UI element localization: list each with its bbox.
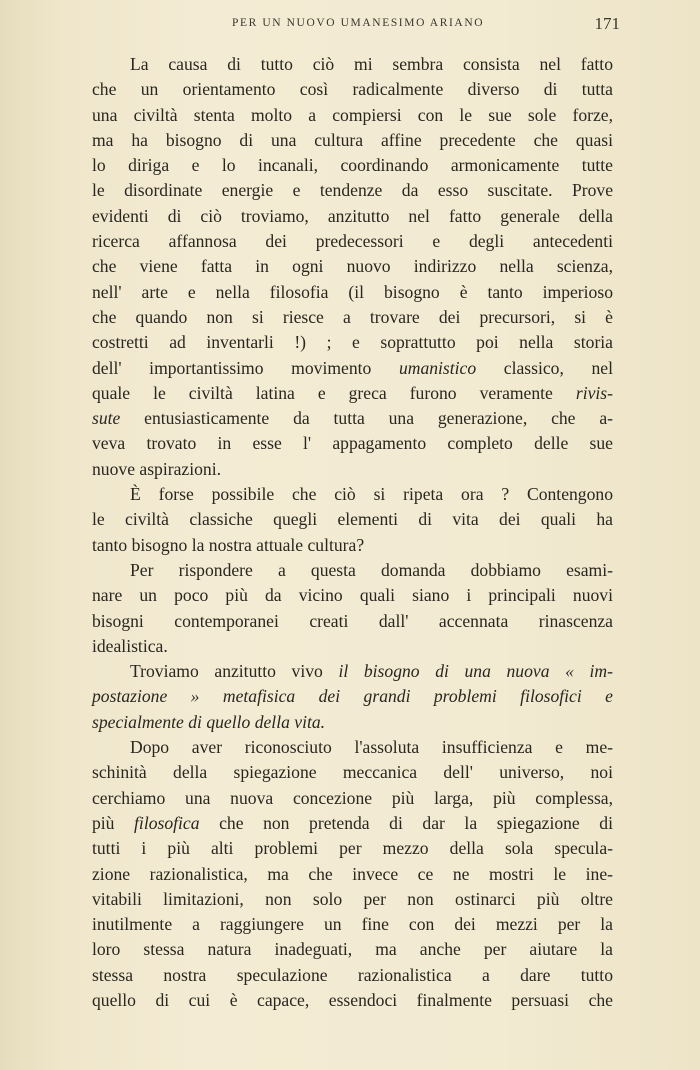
text-segment: quello di cui è capace, essendoci finalmente persuasi che [92,989,613,1010]
text-line [92,912,613,937]
text-line [92,836,613,861]
text-line [92,204,613,229]
text-line [92,786,613,811]
text-segment: evidenti di ciò troviamo, anzitutto nel fatto generale della [92,205,613,226]
body-text [92,52,613,1013]
text-segment: Troviamo anzitutto vivo [130,661,339,682]
text-line [92,684,613,709]
text-line [92,760,613,785]
text-line [92,533,613,558]
text-segment: bisogni contemporanei creati dall' accennata rinascenza [92,610,613,631]
text-line [92,381,613,406]
text-line [92,963,613,988]
text-line [92,659,613,684]
text-line [92,229,613,254]
text-line [92,330,613,355]
text-line [92,457,613,482]
text-segment: La causa di tutto ciò mi sembra consista nel fatto [130,54,613,74]
text-segment: le civiltà classiche quegli elementi di vita dei quali ha [92,509,613,530]
text-line [92,406,613,431]
text-line [92,431,613,456]
text-line [92,305,613,330]
text-segment: classico, nel [476,357,613,378]
text-segment: cerchiamo una nuova concezione più larga, più complessa, [92,787,613,808]
text-line [92,634,613,659]
text-line [92,507,613,532]
text-segment: entusiasticamente da tutta una generazione, che a- [120,408,613,429]
page-header [92,14,620,38]
text-line [92,609,613,634]
text-segment: che non pretenda di dar la spiegazione di [199,812,613,833]
text-line [92,735,613,760]
text-line [92,103,613,128]
text-segment: Dopo aver riconosciuto l'assoluta insufficienza e me- [130,737,613,758]
text-segment: nare un poco più da vicino quali siano i principali nuovi [92,585,613,606]
text-line [92,52,613,77]
text-line [92,356,613,381]
text-line [92,937,613,962]
text-segment: zione razionalistica, ma che invece ce ne mostri le ine- [92,863,613,884]
text-segment: nuove aspirazioni. [92,458,221,479]
text-line [92,153,613,178]
text-segment: le disordinate energie e tendenze da esso suscitate. Prove [92,180,613,201]
text-segment: nell' arte e nella filosofia (il bisogno è tanto imperioso [92,281,613,302]
text-line [92,887,613,912]
text-line [92,254,613,279]
text-segment: loro stessa natura inadeguati, ma anche per aiutare la [92,939,613,960]
text-line [92,583,613,608]
italic-text-segment: sute [92,408,121,429]
text-line [92,128,613,153]
italic-text-segment: specialmente di quello della vita. [92,711,326,732]
text-segment: Per rispondere a questa domanda dobbiamo esami- [130,559,613,580]
text-line [92,811,613,836]
text-line [92,178,613,203]
text-segment: idealistica. [92,635,168,656]
running-title: PER UN NUOVO UMANESIMO ARIANO [232,17,485,29]
italic-text-segment: rivis- [575,382,613,403]
text-segment: che un orientamento così radicalmente diverso di tutta [92,79,613,100]
text-segment: vitabili limitazioni, non solo per non ostinarci più oltre [92,888,613,909]
italic-text-segment: il bisogno di una nuova « im- [338,661,613,682]
italic-text-segment: postazione » metafisica dei grandi problemi filosofici e [92,686,613,707]
text-segment: quale le civiltà latina e greca furono veramente [92,382,576,403]
text-line [92,482,613,507]
text-segment: tanto bisogno la nostra attuale cultura? [92,534,365,555]
text-line [92,862,613,887]
text-segment: che quando non si riesce a trovare dei precursori, si è [92,306,613,327]
text-line [92,280,613,305]
text-segment: È forse possibile che ciò si ripeta ora ? Contengono [130,484,613,505]
italic-text-segment: umanistico [398,357,477,378]
text-segment: ma ha bisogno di una cultura affine precedente che quasi [92,129,613,150]
text-segment: veva trovato in esse l' appagamento completo delle sue [92,433,613,454]
text-segment: schinità della spiegazione meccanica dell' universo, noi [92,762,613,783]
text-segment: una civiltà stenta molto a compiersi con le sue sole forze, [92,104,613,125]
text-segment: costretti ad inventarli !) ; e soprattutto poi nella storia [92,332,613,353]
italic-text-segment: filosofica [134,812,200,833]
text-segment: dell' importantissimo movimento [92,357,399,378]
text-segment: stessa nostra speculazione razionalistica a dare tutto [92,964,613,985]
text-segment: tutti i più alti problemi per mezzo della sola specula- [92,838,613,859]
text-segment: più [92,812,135,833]
text-line [92,77,613,102]
text-line [92,710,613,735]
page-number: 171 [594,14,620,33]
text-line [92,558,613,583]
text-segment: ricerca affannosa dei predecessori e degli antecedenti [92,231,613,252]
text-segment: lo diriga e lo incanali, coordinando armonicamente tutte [92,155,613,176]
text-segment: che viene fatta in ogni nuovo indirizzo nella scienza, [92,256,613,277]
text-segment: inutilmente a raggiungere un fine con dei mezzi per la [92,914,613,935]
text-line [92,988,613,1013]
